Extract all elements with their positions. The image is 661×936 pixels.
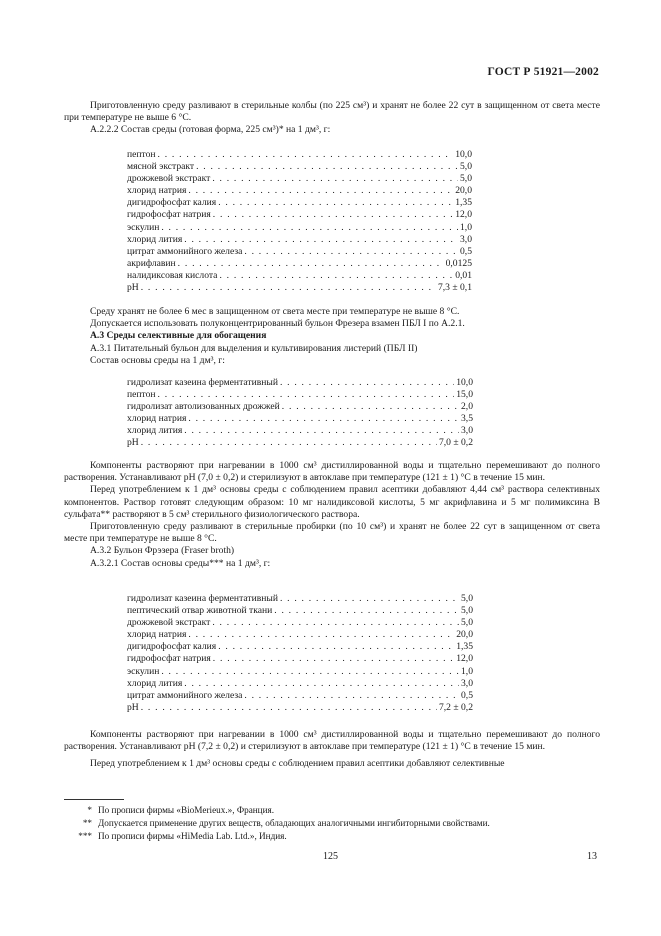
- list-item: мясной экстракт . . . 5,0: [127, 161, 472, 173]
- composition-list-3: [127, 593, 473, 714]
- list-item: дигидрофосфат калия . . . 1,35: [127, 641, 473, 653]
- section-heading: А.3 Среды селективные для обогащения: [90, 330, 267, 342]
- section-a3: [64, 306, 600, 367]
- list-item: цитрат аммонийного железа . . . 0,5: [127, 690, 473, 702]
- list-item: дрожжевой экстракт . . . 5,0: [127, 617, 473, 629]
- composition-heading: А.2.2.2 Состав среды (готовая форма, 225 см³)* на 1 дм³, г:: [90, 124, 331, 136]
- footnote: ** Допускается применение других веществ, обладающих аналогичными ингибиторными свойствами.: [82, 818, 490, 828]
- section-a222: [64, 100, 600, 137]
- list-item: гидролизат казеина ферментативный . . . 10,0: [127, 377, 473, 389]
- paragraph: Компоненты растворяют при нагревании в 1000 см³ дистиллированной воды и тщательно перемешивают до полного растворения. Устанавливают рН (7,2 ± 0,2) и стерилизуют в автоклаве при температуре (121 ± 1) °С в течение 15 мин.: [64, 729, 600, 753]
- footnote-separator: [64, 799, 124, 800]
- list-item: рН . . . 7,3 ± 0,1: [127, 282, 472, 294]
- paragraph: Перед употреблением к 1 дм³ основы среды с соблюдением правил асептики добавляют 4,44 см³ раствора селективных компонентов. Раствор готовят следующим образом: 10 мг налидиксовой кислоты, 5 мг акрифлавина и 5 мг полимиксина В сульфата** растворяют в 5 см³ стерильного физиологического раствора.: [64, 484, 600, 520]
- list-item: пептон . . . 10,0: [127, 149, 472, 161]
- footnote: * По прописи фирмы «BioMerieux.», Франция.: [87, 805, 275, 815]
- section-a32-text: [64, 729, 600, 771]
- paragraph: Допускается использовать полуконцентрированный бульон Фрезера взамен ПБЛ I по А.2.1.: [90, 318, 465, 330]
- paragraph: Среду хранят не более 6 мес в защищенном от света месте при температуре не выше 8 °С.: [90, 306, 460, 317]
- paragraph: А.3.1 Питательный бульон для выделения и культивирования листерий (ПБЛ II): [90, 342, 418, 354]
- paragraph: Компоненты растворяют при нагревании в 1000 см³ дистиллированной воды и тщательно перемешивают до полного растворения. Устанавливают рН (7,0 ± 0,2) и стерилизуют в автоклаве при температуре (121 ± 1) °С в течение 15 мин.: [64, 460, 600, 484]
- list-item: налидиксовая кислота . . . 0,01: [127, 270, 472, 282]
- list-item: цитрат аммонийного железа . . . 0,5: [127, 246, 472, 258]
- footnote: *** По прописи фирмы «HiMedia Lab. Ltd.», Индия.: [78, 831, 287, 841]
- list-item: гидрофосфат натрия . . . 12,0: [127, 209, 472, 221]
- list-item: гидролизат казеина ферментативный . . . 5,0: [127, 593, 473, 605]
- list-item: гидролизат автолизованных дрожжей . . . 2,0: [127, 401, 473, 413]
- paragraph: А.3.2.1 Состав основы среды*** на 1 дм³, г:: [90, 557, 271, 569]
- list-item: хлорид натрия . . . 20,0: [127, 629, 473, 641]
- paragraph: А.3.2 Бульон Фрэзера (Fraser broth): [90, 545, 235, 557]
- list-item: дрожжевой экстракт . . . 5,0: [127, 173, 472, 185]
- standard-header: ГОСТ Р 51921—2002: [487, 66, 599, 78]
- paragraph: Приготовленную среду разливают в стерильные колбы (по 225 см³) и хранят не более 22 сут в защищенном от света месте при температуре не выше 6 °С.: [64, 100, 600, 124]
- list-item: гидрофосфат натрия . . . 12,0: [127, 653, 473, 665]
- composition-list-2: [127, 377, 473, 450]
- list-item: рН . . . 7,2 ± 0,2: [127, 702, 473, 714]
- list-item: эскулин . . . 1,0: [127, 222, 472, 234]
- paragraph: Перед употреблением к 1 дм³ основы среды с соблюдением правил асептики добавляют селективные: [90, 758, 505, 770]
- paragraph: Приготовленную среду разливают в стерильные пробирки (по 10 см³) и хранят не более 22 сут в защищенном от света месте при температуре не выше 8 °С.: [64, 521, 600, 545]
- list-item: хлорид лития . . . 3,0: [127, 425, 473, 437]
- paragraph: Состав основы среды на 1 дм³, г:: [90, 354, 225, 366]
- page-number-center: 125: [323, 851, 338, 862]
- list-item: хлорид лития . . . 3,0: [127, 678, 473, 690]
- list-item: эскулин . . . 1,0: [127, 666, 473, 678]
- list-item: пептон . . . 15,0: [127, 389, 473, 401]
- section-a31-text: [64, 460, 600, 570]
- list-item: хлорид натрия . . . 3,5: [127, 413, 473, 425]
- list-item: рН . . . 7,0 ± 0,2: [127, 437, 473, 449]
- list-item: хлорид натрия . . . 20,0: [127, 185, 472, 197]
- list-item: хлорид лития . . . 3,0: [127, 234, 472, 246]
- list-item: пептический отвар животной ткани . . . 5,0: [127, 605, 473, 617]
- list-item: дигидрофосфат калия . . . 1,35: [127, 197, 472, 209]
- list-item: акрифлавин . . . 0,0125: [127, 258, 472, 270]
- page-number-right: 13: [587, 851, 597, 862]
- composition-list-1: [127, 149, 472, 294]
